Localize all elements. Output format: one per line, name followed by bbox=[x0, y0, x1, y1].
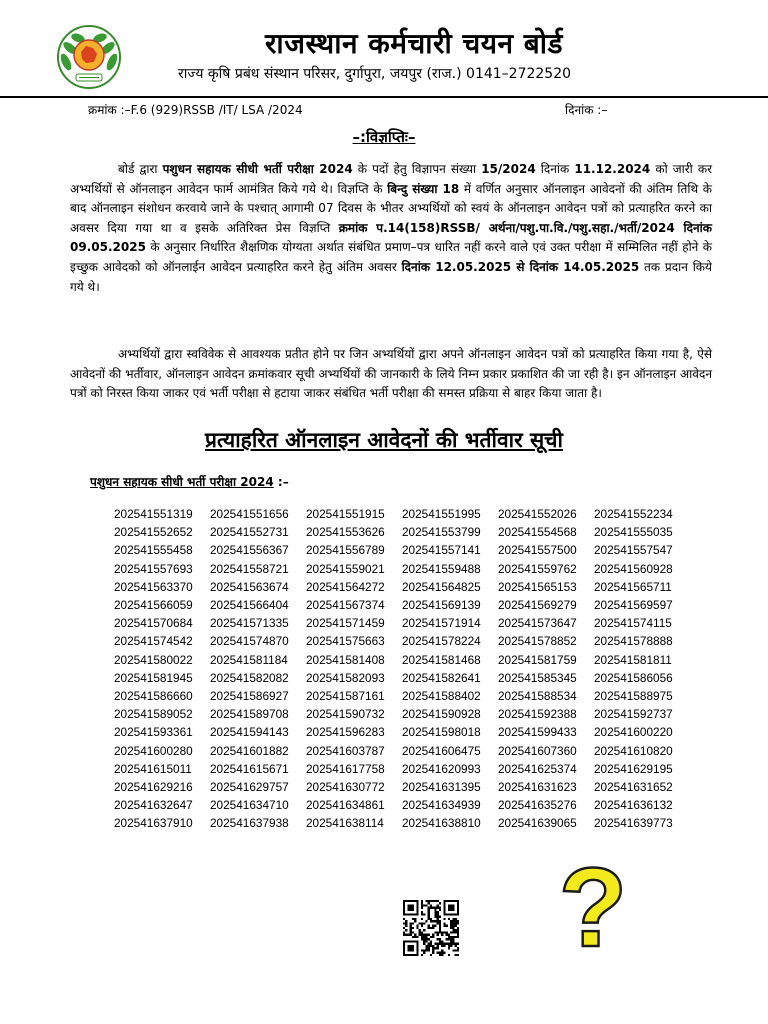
application-number: 202541635276 bbox=[498, 798, 577, 813]
date-label: दिनांक :– bbox=[565, 103, 608, 117]
application-number: 202541588402 bbox=[402, 689, 481, 704]
application-number: 202541588975 bbox=[594, 689, 673, 704]
application-number: 202541582082 bbox=[210, 670, 289, 685]
notice-text: के अनुसार निर्धारित शैक्षणिक योग्यता अर्थात संबंधित प्रमाण–पत्र धारित नहीं करने वाले एवं उक्त परीक्षा में सम्मिलित नहीं होने के इच्छुक आवेदको को ऑनलाईन आवेदन प्रत्याहरित करने हेतु अंतिम अवसर bbox=[70, 240, 712, 274]
application-number: 202541551656 bbox=[210, 507, 289, 521]
application-number: 202541582641 bbox=[402, 670, 481, 685]
application-number: 202541600280 bbox=[114, 743, 193, 758]
exam-name: पशुधन सहायक सीधी भर्ती परीक्षा 2024 bbox=[90, 475, 274, 489]
application-number: 202541554568 bbox=[498, 525, 577, 540]
application-number: 202541607360 bbox=[498, 743, 577, 758]
application-number: 202541629216 bbox=[114, 780, 193, 795]
application-number: 202541557141 bbox=[402, 543, 481, 558]
application-number: 202541596283 bbox=[306, 725, 385, 740]
application-number: 202541620993 bbox=[402, 761, 481, 776]
application-number: 202541567374 bbox=[306, 598, 385, 613]
application-number: 202541559762 bbox=[498, 561, 577, 576]
application-number: 202541574115 bbox=[594, 616, 672, 631]
notice-heading-text: –:विज्ञप्तिः– bbox=[352, 128, 416, 146]
notice-bold-text: क्रमांक प.14(158)RSSB/ अर्थना/पशु.पा.वि./पशु.सहा./भर्ती/2024 दिनांक 09.05.2025 bbox=[70, 220, 712, 255]
application-number: 202541631623 bbox=[498, 780, 577, 795]
application-number: 202541593361 bbox=[114, 725, 193, 740]
application-number: 202541552652 bbox=[114, 525, 193, 540]
list-title bbox=[0, 426, 768, 454]
list-title-text: प्रत्याहरित ऑनलाइन आवेदनों की भर्तीवार सूची bbox=[205, 428, 563, 452]
application-number: 202541574542 bbox=[114, 634, 193, 649]
application-number: 202541617758 bbox=[306, 761, 385, 776]
application-number: 202541569139 bbox=[402, 598, 481, 613]
notice-bold-text: 15/2024 bbox=[481, 162, 536, 176]
application-number: 202541634939 bbox=[402, 798, 481, 813]
application-number: 202541565711 bbox=[594, 579, 672, 594]
notice-text: दिनांक bbox=[535, 162, 575, 176]
exam-suffix: :– bbox=[273, 475, 289, 489]
notice-bold-text: 11.12.2024 bbox=[574, 162, 651, 176]
application-number: 202541581408 bbox=[306, 652, 385, 667]
application-number: 202541575663 bbox=[306, 634, 385, 649]
application-number: 202541559488 bbox=[402, 561, 481, 576]
application-number: 202541569279 bbox=[498, 598, 577, 613]
application-number: 202541592388 bbox=[498, 707, 577, 722]
application-number: 202541585345 bbox=[498, 670, 577, 685]
application-number: 202541599433 bbox=[498, 725, 577, 740]
application-number: 202541610820 bbox=[594, 743, 673, 758]
application-number: 202541564825 bbox=[402, 579, 481, 594]
application-number: 202541636132 bbox=[594, 798, 673, 813]
application-number: 202541556789 bbox=[306, 543, 385, 558]
application-number: 202541580022 bbox=[114, 652, 193, 667]
application-number: 202541590928 bbox=[402, 707, 481, 722]
application-number: 202541565153 bbox=[498, 579, 577, 594]
application-number: 202541615011 bbox=[114, 761, 192, 776]
application-number: 202541571335 bbox=[210, 616, 289, 631]
application-number: 202541551319 bbox=[114, 507, 193, 521]
application-number: 202541578224 bbox=[402, 634, 481, 649]
application-number: 202541570684 bbox=[114, 616, 193, 631]
application-number: 202541559021 bbox=[306, 561, 385, 576]
notice-bold-text: दिनांक 12.05.2025 से दिनांक 14.05.2025 bbox=[401, 259, 640, 274]
application-number: 202541615671 bbox=[210, 761, 289, 776]
application-number-grid bbox=[114, 505, 714, 833]
header-divider bbox=[0, 96, 768, 98]
exam-label bbox=[90, 473, 289, 490]
application-number: 202541566059 bbox=[114, 598, 193, 613]
application-number: 202541560928 bbox=[594, 561, 673, 576]
notice-heading bbox=[0, 127, 768, 147]
application-number: 202541558721 bbox=[210, 561, 289, 576]
application-number: 202541606475 bbox=[402, 743, 481, 758]
application-number: 202541601882 bbox=[210, 743, 289, 758]
application-number: 202541555458 bbox=[114, 543, 193, 558]
notice-text: तक प्रदान किये गये थे। bbox=[70, 259, 712, 294]
application-number: 202541552731 bbox=[210, 525, 289, 540]
application-number: 202541563370 bbox=[114, 579, 193, 594]
application-number: 202541569597 bbox=[594, 598, 673, 613]
application-number: 202541571914 bbox=[402, 616, 481, 631]
application-number: 202541581759 bbox=[498, 652, 577, 667]
org-title: राजस्थान कर्मचारी चयन बोर्ड bbox=[264, 27, 563, 60]
application-number: 202541557547 bbox=[594, 543, 673, 558]
notice-paragraph-1 bbox=[70, 160, 712, 297]
application-number: 202541581811 bbox=[594, 652, 672, 667]
application-number: 202541586927 bbox=[210, 689, 289, 704]
application-number: 202541637938 bbox=[210, 816, 289, 831]
application-number: 202541594143 bbox=[210, 725, 289, 740]
application-number: 202541639773 bbox=[594, 816, 673, 831]
application-number: 202541631395 bbox=[402, 780, 481, 795]
application-number: 202541564272 bbox=[306, 579, 385, 594]
application-number: 202541629757 bbox=[210, 780, 289, 795]
reference-number: क्रमांक :–F.6 (929)RSSB /IT/ LSA /2024 bbox=[88, 103, 303, 117]
notice-bold-text: बिन्दु संख्या 18 bbox=[387, 181, 460, 196]
application-number: 202541592737 bbox=[594, 707, 673, 722]
application-number: 202541551915 bbox=[306, 507, 385, 521]
application-number: 202541581945 bbox=[114, 670, 193, 685]
notice-text: को जारी कर अभ्यर्थियों से ऑनलाइन आवेदन फार्म आमंत्रित किये गये थे। विज्ञप्ति के bbox=[70, 162, 713, 196]
notice-text: बोर्ड द्वारा bbox=[118, 162, 163, 176]
application-number: 202541578852 bbox=[498, 634, 577, 649]
notice-text: में वर्णित अनुसार ऑनलाइन आवेदनों की अंतिम तिथि के बाद ऑनलाइन संशोधन करवाये जाने के पश्चात् आगामी 07 दिवस के भीतर अभ्यर्थियों को स्वयं के ऑनलाइन आवेदन पत्रों को प्रत्याहरित करने का अवसर दिया गया था व इसके अतिरिक्त प्रेस विज्ञप्ति bbox=[70, 181, 712, 235]
application-number: 202541629195 bbox=[594, 761, 673, 776]
application-number: 202541589708 bbox=[210, 707, 289, 722]
application-number: 202541563674 bbox=[210, 579, 289, 594]
application-number: 202541625374 bbox=[498, 761, 577, 776]
application-number: 202541553626 bbox=[306, 525, 385, 540]
application-number: 202541571459 bbox=[306, 616, 385, 631]
application-number: 202541598018 bbox=[402, 725, 481, 740]
application-number: 202541586056 bbox=[594, 670, 673, 685]
application-number: 202541634861 bbox=[306, 798, 385, 813]
application-number: 202541581468 bbox=[402, 652, 481, 667]
application-number: 202541631652 bbox=[594, 780, 673, 795]
qr-code-icon bbox=[403, 900, 459, 956]
application-number: 202541578888 bbox=[594, 634, 673, 649]
application-number: 202541638114 bbox=[306, 816, 384, 831]
application-number: 202541574870 bbox=[210, 634, 289, 649]
application-number: 202541630772 bbox=[306, 780, 385, 795]
application-number: 202541590732 bbox=[306, 707, 385, 722]
application-number: 202541551995 bbox=[402, 507, 481, 521]
application-number: 202541557500 bbox=[498, 543, 577, 558]
application-number: 202541587161 bbox=[306, 689, 385, 704]
notice-paragraph-2: अभ्यर्थियों द्वारा स्वविवेक से आवश्यक प्रतीत होने पर जिन अभ्यर्थियों द्वारा अपने ऑनलाइन आवेदन पत्रों को प्रत्याहरित किया गया है, ऐसे आवेदनों की भर्तीवार, ऑनलाइन आवेदन क्रमांकवार सूची अभ्यर्थियों की जानकारी के लिये निम्न प्रकार प्रकाशित की जा रही है। इन ऑनलाइन आवेदन पत्रों को निरस्त किया जाकर एवं भर्ती परीक्षा से हटाया जाकर संबंधित भर्ती परीक्षा की समस्त प्रक्रिया से बाहर किया जाता है। bbox=[70, 347, 712, 401]
application-number: 202541637910 bbox=[114, 816, 193, 831]
application-number: 202541586660 bbox=[114, 689, 193, 704]
application-number: 202541573647 bbox=[498, 616, 577, 631]
org-address: राज्य कृषि प्रबंध संस्थान परिसर, दुर्गापुरा, जयपुर (राज.) 0141–2722520 bbox=[178, 66, 572, 82]
application-number: 202541632647 bbox=[114, 798, 193, 813]
svg-text:?: ? bbox=[558, 850, 628, 960]
application-number: 202541638810 bbox=[402, 816, 481, 831]
application-number: 202541581184 bbox=[210, 652, 288, 667]
application-number: 202541566404 bbox=[210, 598, 289, 613]
question-mark-icon bbox=[548, 850, 638, 960]
application-number: 202541552234 bbox=[594, 507, 673, 521]
application-number: 202541557693 bbox=[114, 561, 193, 576]
application-number: 202541639065 bbox=[498, 816, 577, 831]
application-number: 202541555035 bbox=[594, 525, 673, 540]
application-number: 202541634710 bbox=[210, 798, 289, 813]
application-number: 202541556367 bbox=[210, 543, 289, 558]
application-number: 202541582093 bbox=[306, 670, 385, 685]
application-number: 202541603787 bbox=[306, 743, 385, 758]
application-number: 202541553799 bbox=[402, 525, 481, 540]
notice-text: के पदों हेतु विज्ञापन संख्या bbox=[352, 162, 482, 176]
application-number: 202541552026 bbox=[498, 507, 577, 521]
application-number: 202541600220 bbox=[594, 725, 673, 740]
application-number: 202541589052 bbox=[114, 707, 193, 722]
notice-bold-text: पशुधन सहायक सीधी भर्ती परीक्षा 2024 bbox=[162, 162, 353, 176]
application-number: 202541588534 bbox=[498, 689, 577, 704]
